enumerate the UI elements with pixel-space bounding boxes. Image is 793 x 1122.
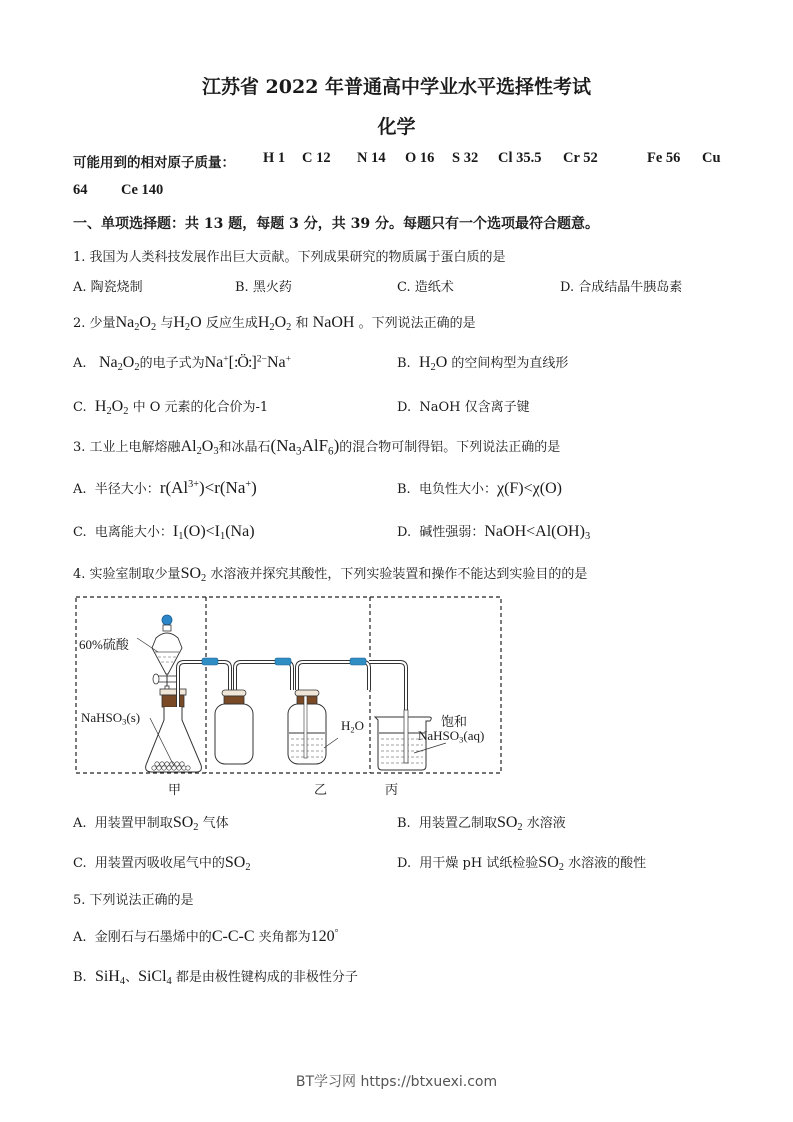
atomic-mass-s: S 32 <box>452 150 479 166</box>
section-heading: 一、单项选择题：共 13 题，每题 3 分，共 39 分。每题只有一个选项最符合题意。 <box>73 216 599 232</box>
q5-option-a: A. 金刚石与石墨烯中的C-C-C 夹角都为120° <box>73 927 339 945</box>
q4-option-c: C. 用装置丙吸收尾气中的$SO_2$ <box>73 854 251 874</box>
apparatus-diagram <box>70 590 510 800</box>
question-1 <box>73 246 506 265</box>
atomic-mass-ce: Ce 140 <box>121 182 164 198</box>
atomic-mass-n: N 14 <box>357 150 386 166</box>
q1-option-c: C. 造纸术 <box>397 280 454 295</box>
atomic-mass-h: H 1 <box>263 150 286 166</box>
q3-option-b: B. 电负性大小：χ(F)<χ(O) <box>397 480 562 497</box>
q4-option-b: B. 用装置乙制取$SO_2$ 水溶液 <box>397 814 566 834</box>
q3-option-a: A. 半径大小：$r(Al^{3+})<r(Na^+)$ <box>73 478 257 497</box>
atomic-mass-cu: Cu <box>702 150 721 166</box>
caption-bing: 丙 <box>385 782 399 797</box>
atomic-mass-fe: Fe 56 <box>647 150 681 166</box>
acid-label: 60%硫酸 <box>79 637 129 652</box>
q3-option-c: C. 电离能大小：$I_1(O)<I_1(Na)$ <box>73 523 255 543</box>
atomic-mass-o: O 16 <box>405 150 435 166</box>
q1-option-b: B. 黑火药 <box>235 280 292 295</box>
question-3: 3. 工业上电解熔融$Al_2O_3$和冰晶石$(Na_3AlF_6)$的混合物可制得铝。下列说法正确的是 <box>73 436 561 458</box>
water-label: $H_2O$ <box>341 718 364 735</box>
q1-option-a: A. 陶瓷烧制 <box>73 280 143 295</box>
atomic-mass-cr: Cr 52 <box>563 150 598 166</box>
footer-watermark[interactable]: BT学习网 https://btxuexi.com <box>295 1074 498 1090</box>
q2-option-c: C. $H_2O_2$ 中 O 元素的化合价为-1 <box>73 398 269 418</box>
caption-jia: 甲 <box>168 782 182 797</box>
caption-yi: 乙 <box>314 782 328 797</box>
q3-option-d: D. 碱性强弱：$NaOH<Al(OH)_3$ <box>397 523 591 543</box>
q4-option-a: A. 用装置甲制取$SO_2$ 气体 <box>73 814 229 834</box>
q1-option-d: D. 合成结晶牛胰岛素 <box>560 280 683 295</box>
atomic-mass-c: C 12 <box>302 150 331 166</box>
exam-title: 江苏省 2022 年普通高中学业水平选择性考试 <box>201 76 592 98</box>
atomic-mass-label: 可能用到的相对原子质量： <box>73 155 235 171</box>
electron-formula: Na+[:Ö:]$^{2-}$Na+ <box>204 353 292 371</box>
exam-subject: 化学 <box>377 116 416 138</box>
question-stem: 我国为人类科技发展作出巨大贡献。下列成果研究的物质属于蛋白质的是 <box>89 250 506 265</box>
q4-option-d: D. 用干燥 pH 试纸检验$SO_2$ 水溶液的酸性 <box>397 854 647 874</box>
saturated-label: 饱和 <box>441 714 468 729</box>
question-4: 4. 实验室制取少量$SO_2$ 水溶液并探究其酸性，下列实验装置和操作不能达到实验目的的是 <box>73 565 588 585</box>
atomic-mass-cu-value: 64 <box>73 182 88 198</box>
q2-option-b: B. $H_2O$ 的空间构型为直线形 <box>397 354 569 374</box>
question-5: 5. 下列说法正确的是 <box>73 893 194 908</box>
solution-label: NaHSO$_3$(aq) <box>418 728 485 745</box>
atomic-mass-cl: Cl 35.5 <box>498 150 542 166</box>
question-number: 1. <box>73 250 86 265</box>
q5-option-b: B. SiH$_4$、SiCl$_4$ 都是由极性键构成的非极性分子 <box>73 968 358 988</box>
question-2: 2. 少量$Na_2O_2$ 与$H_2O$ 反应生成$H_2O_2$ 和 NaOH 。下列说法正确的是 <box>73 314 476 334</box>
q2-option-a: A. $Na_2O_2$的电子式为Na+[:Ö:]$^{2-}$Na+ <box>73 353 292 374</box>
solid-label: NaHSO$_3$(s) <box>81 710 141 727</box>
q2-option-d: D. NaOH 仅含离子键 <box>397 400 530 415</box>
